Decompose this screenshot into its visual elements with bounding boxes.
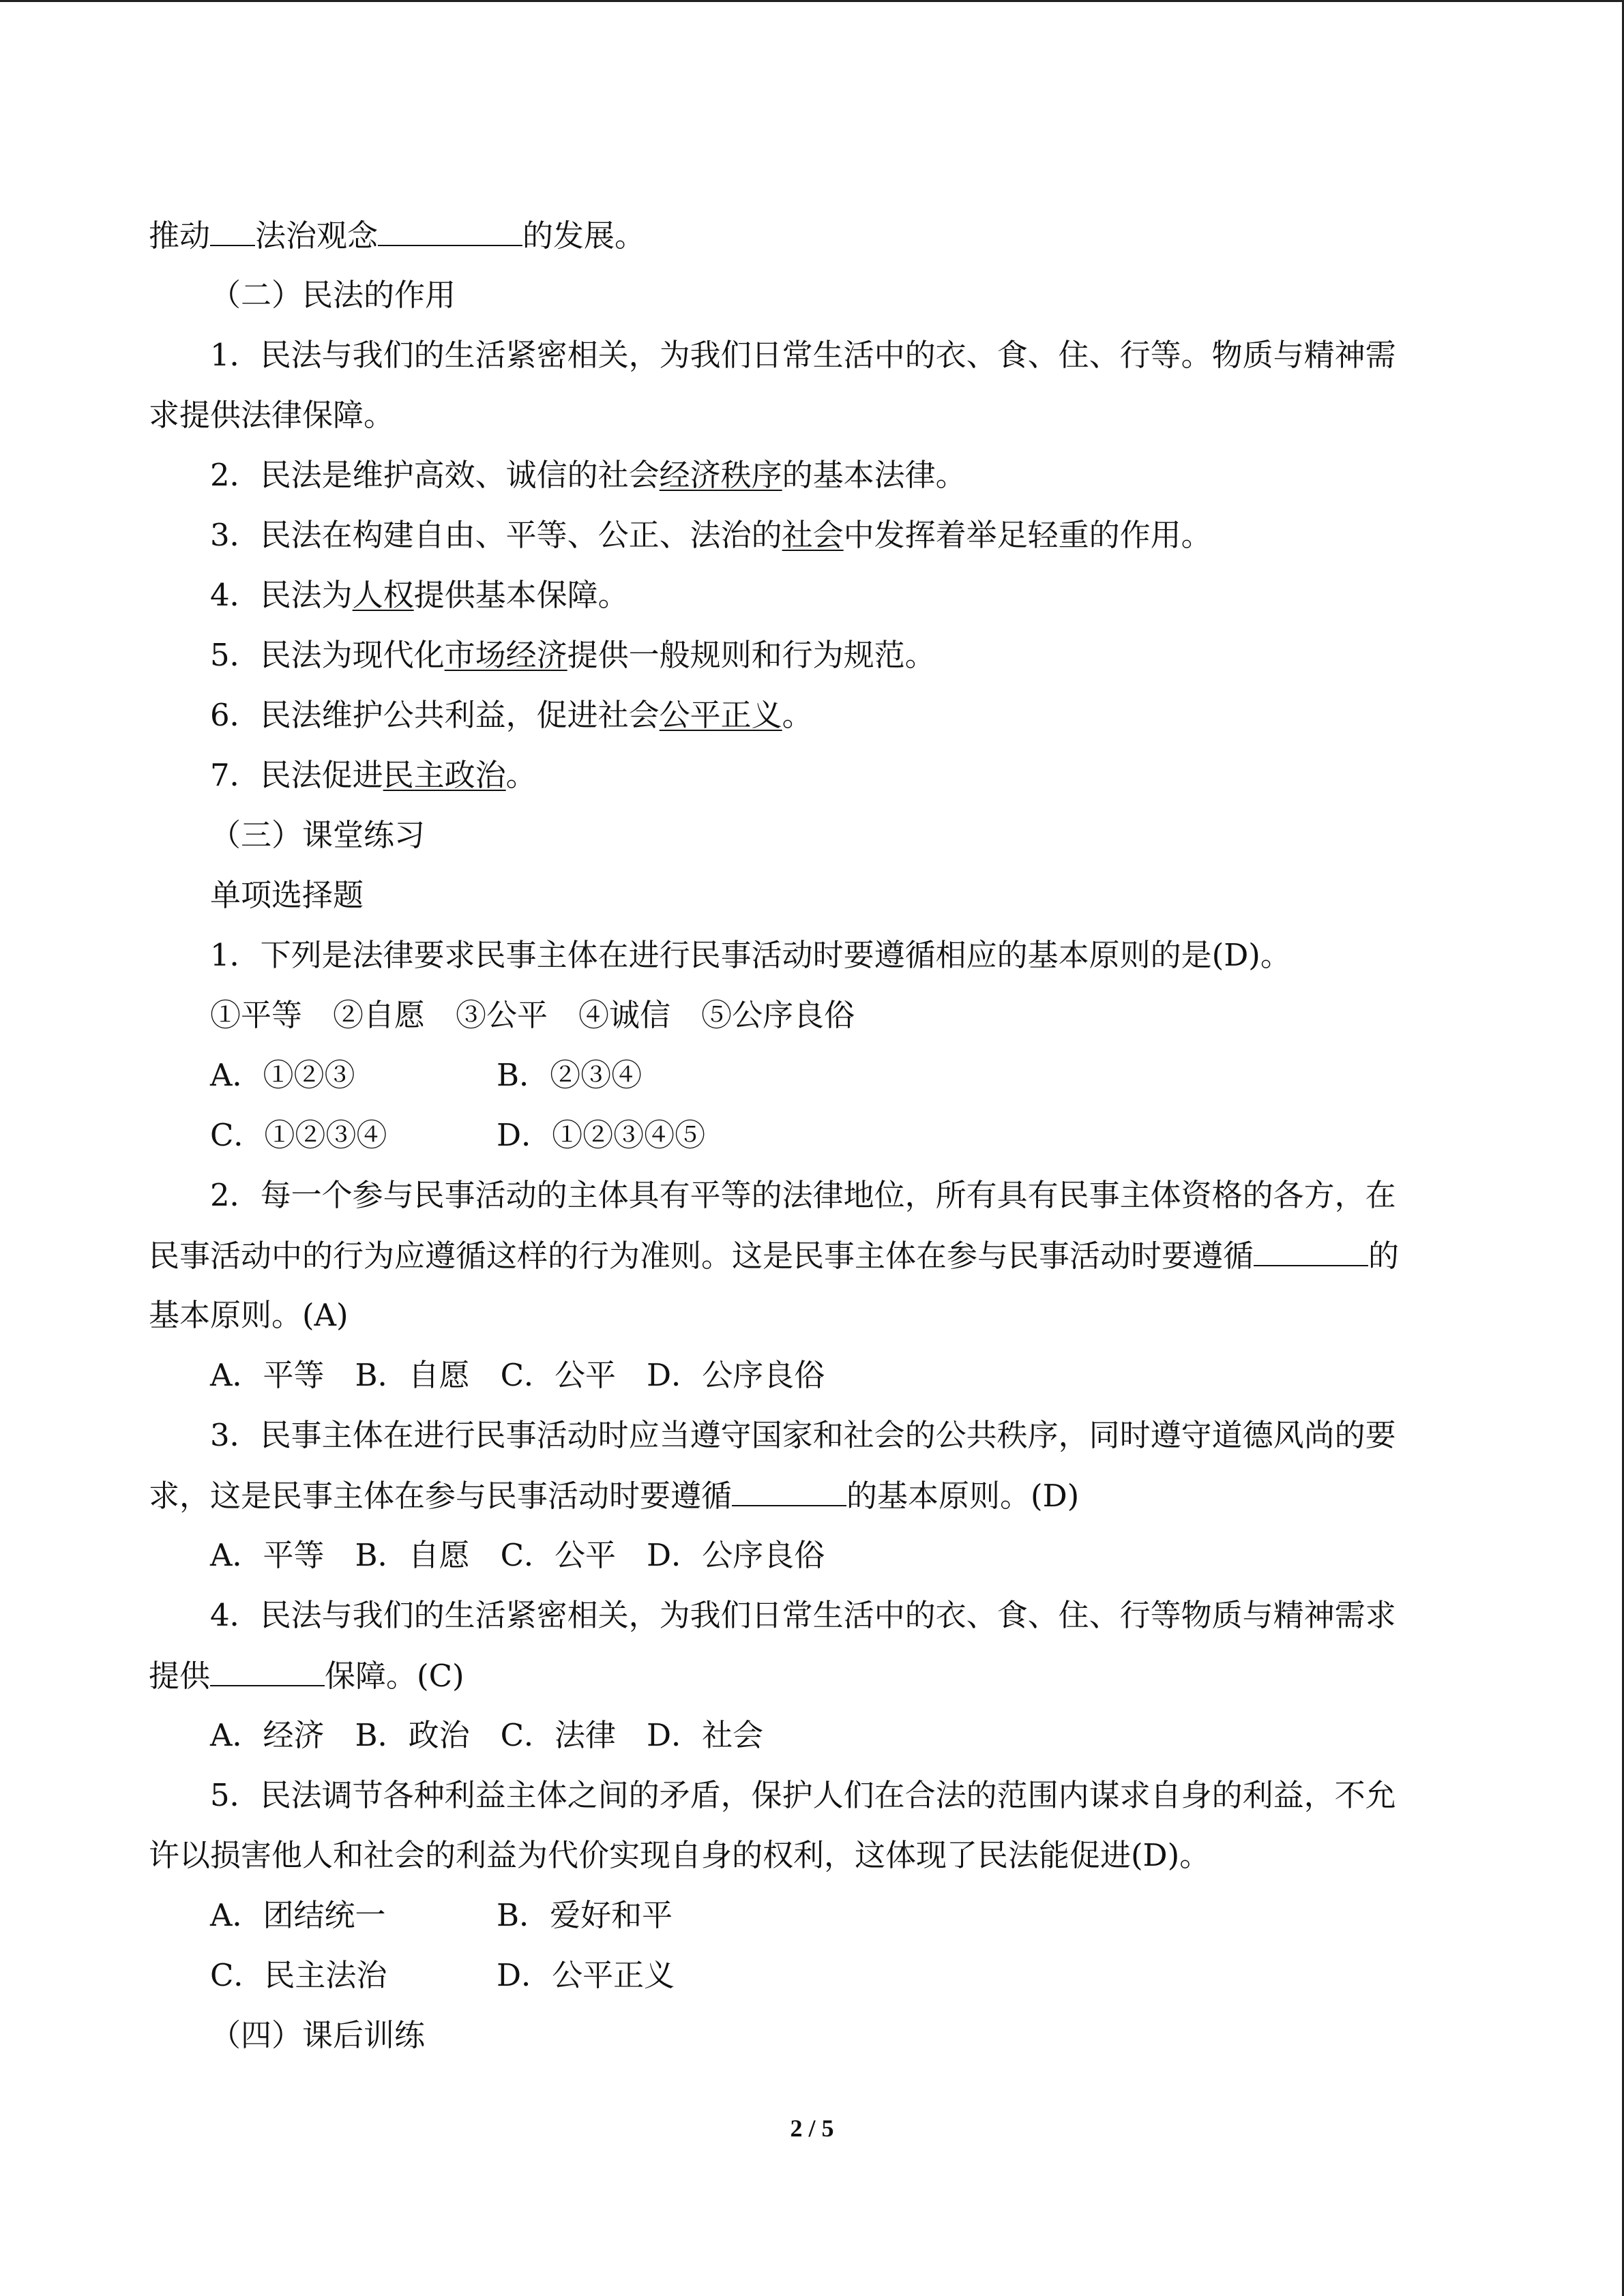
- text: 。: [782, 697, 813, 733]
- text: 的: [1368, 1238, 1400, 1274]
- subheading: 单项选择题: [210, 877, 364, 913]
- top-border: [0, 0, 1624, 2]
- intro-text-b: 法治观念: [255, 218, 379, 254]
- text: 6．民法维护公共利益，促进社会: [210, 697, 660, 733]
- question-stem: 许以损害他人和社会的利益为代价实现自身的权利，这体现了民法能促进(D)。: [149, 1837, 1211, 1873]
- fill-blank: [1254, 1235, 1368, 1266]
- option-b: B．爱好和平: [497, 1897, 673, 1933]
- section-heading: （三）课堂练习: [210, 817, 426, 853]
- text: 。: [505, 757, 537, 793]
- paragraph-line: [210, 635, 936, 676]
- option-c: C．①②③④: [210, 1117, 387, 1153]
- option-row: [210, 1955, 675, 1996]
- paragraph-line: 求提供法律保障。: [149, 397, 395, 433]
- question-stem: [149, 1235, 1399, 1276]
- text: 的基本原则。(D): [846, 1478, 1080, 1514]
- option-row: A．经济 B．政治 C．法律 D．社会: [210, 1717, 764, 1753]
- option-a: A．①②③: [210, 1057, 355, 1093]
- question-stem: 1．下列是法律要求民事主体在进行民事活动时要遵循相应的基本原则的是(D)。: [210, 937, 1291, 973]
- question-stem: [149, 1475, 1079, 1516]
- text: 提供一般规则和行为规范。: [567, 637, 936, 673]
- intro-text-c: 的发展。: [522, 218, 646, 254]
- fill-blank: [210, 1655, 325, 1686]
- question-stem: [149, 1655, 464, 1696]
- option-d: D．公平正义: [497, 1957, 675, 1993]
- paragraph-line: [210, 455, 966, 496]
- underlined-term: 人权: [352, 577, 414, 613]
- text: 4．民法为: [210, 577, 353, 613]
- question-stem: 5．民法调节各种利益主体之间的矛盾，保护人们在合法的范围内谋求自身的利益，不允: [210, 1777, 1396, 1813]
- question-items: ①平等 ②自愿 ③公平 ④诚信 ⑤公序良俗: [210, 997, 855, 1033]
- text: 提供基本保障。: [413, 577, 629, 613]
- underlined-term: 社会: [782, 517, 844, 553]
- paragraph-line: [210, 515, 1212, 556]
- option-row: A．平等 B．自愿 C．公平 D．公序良俗: [210, 1537, 825, 1573]
- question-stem: 基本原则。(A): [149, 1297, 349, 1333]
- option-row: [210, 1895, 673, 1936]
- intro-line: [149, 215, 645, 256]
- question-stem: 2．每一个参与民事活动的主体具有平等的法律地位，所有具有民事主体资格的各方，在: [210, 1177, 1396, 1213]
- text: 的基本法律。: [782, 457, 966, 493]
- option-row: [210, 1055, 643, 1096]
- underlined-term: 民主政治: [383, 757, 506, 793]
- option-d: D．①②③④⑤: [497, 1117, 706, 1153]
- paragraph-line: 1．民法与我们的生活紧密相关，为我们日常生活中的衣、食、住、行等。物质与精神需: [210, 337, 1396, 373]
- option-c: C．民主法治: [210, 1957, 387, 1993]
- option-a: A．团结统一: [210, 1897, 386, 1933]
- text: 提供: [149, 1658, 211, 1694]
- option-b: B．②③④: [497, 1057, 643, 1093]
- fill-blank: [732, 1475, 846, 1506]
- question-stem: 3．民事主体在进行民事活动时应当遵守国家和社会的公共秩序，同时遵守道德风尚的要: [210, 1417, 1396, 1453]
- intro-text-a: 推动: [149, 218, 211, 254]
- page-number: 2 / 5: [790, 2115, 834, 2142]
- option-row: [210, 1115, 706, 1156]
- underlined-term: 公平正义: [659, 697, 782, 733]
- text: 5．民法为现代化: [210, 637, 445, 673]
- text: 7．民法促进: [210, 757, 383, 793]
- text: 中发挥着举足轻重的作用。: [843, 517, 1212, 553]
- underlined-term: 市场经济: [444, 637, 567, 673]
- fill-blank: [210, 215, 255, 246]
- fill-blank: [378, 215, 522, 246]
- paragraph-line: [210, 755, 537, 796]
- paragraph-line: [210, 575, 629, 616]
- underlined-term: 经济秩序: [659, 457, 782, 493]
- text: 3．民法在构建自由、平等、公正、法治的: [210, 517, 782, 553]
- section-heading: （二）民法的作用: [210, 277, 456, 313]
- option-row: A．平等 B．自愿 C．公平 D．公序良俗: [210, 1357, 825, 1393]
- text: 民事活动中的行为应遵循这样的行为准则。这是民事主体在参与民事活动时要遵循: [149, 1238, 1254, 1274]
- section-heading: （四）课后训练: [210, 2017, 426, 2053]
- text: 求，这是民事主体在参与民事活动时要遵循: [149, 1478, 733, 1514]
- paragraph-line: [210, 695, 813, 736]
- text: 2．民法是维护高效、诚信的社会: [210, 457, 660, 493]
- question-stem: 4．民法与我们的生活紧密相关，为我们日常生活中的衣、食、住、行等物质与精神需求: [210, 1597, 1396, 1633]
- text: 保障。(C): [325, 1658, 464, 1694]
